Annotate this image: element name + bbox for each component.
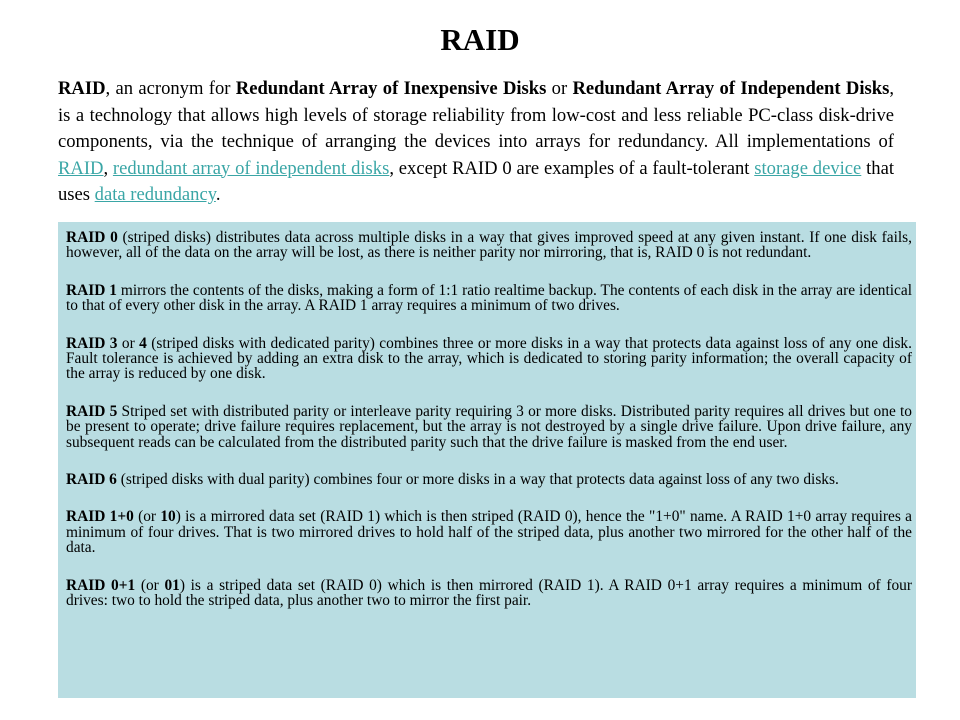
intro-term-independent: Redundant Array of Independent Disks [572,78,890,99]
level-description: mirrors the contents of the disks, making a form of 1:1 ratio realtime backup. The contents of each disk in the array are identical to that of every other disk in the array. A RAID 1 array requires a minimum of two drives. [66,281,912,315]
intro-paragraph [58,76,894,209]
level-description: (striped disks with dedicated parity) combines three or more disks in a way that protects data against loss of any one disk. Fault tolerance is achieved by adding an extra disk to the array, which is dedicated to storing parity information; the overall capacity of the array is reduced by one disk. [66,334,912,383]
level-name-alt: 01 [164,576,180,594]
level-name: RAID 5 [66,402,118,420]
level-connector: (or [133,508,161,526]
level-description: ) is a striped data set (RAID 0) which is then mirrored (RAID 1). A RAID 0+1 array requires a minimum of four drives: two to hold the striped data, plus another two to mirror the first pair. [66,576,912,610]
raid-level-0 [66,230,912,261]
link-redundant-array[interactable]: redundant array of independent disks [112,157,390,179]
level-connector: or [117,334,140,352]
level-name: RAID 3 [66,334,118,352]
level-description: ) is a mirrored data set (RAID 1) which is then striped (RAID 0), hence the "1+0" name. A RAID 1+0 array requires a minimum of four drives. That is two mirrored drives to hold half of the striped data, plus another two mirrored for the other half of the data. [66,508,912,557]
intro-term-inexpensive: Redundant Array of Inexpensive Disks [235,78,547,99]
intro-text: , is a technology that allows high levels of storage reliability from low-cost and less reliable PC-class disk-drive components, via the technique of arranging the devices into arrays for redundancy. All implementations of [58,78,894,152]
intro-text: that uses [58,157,894,205]
level-name: RAID 1 [66,281,117,299]
raid-level-3-4 [66,336,912,382]
intro-term-raid: RAID [58,78,106,99]
level-name-alt: 10 [160,508,176,526]
level-name: RAID 1+0 [66,508,134,526]
link-raid[interactable]: RAID [58,157,104,179]
intro-text: . [215,184,221,205]
level-name: RAID 0+1 [66,576,136,594]
link-storage-device[interactable]: storage device [754,157,862,179]
link-data-redundancy[interactable]: data redundancy [94,184,216,205]
intro-text: , [103,157,113,179]
raid-levels-box [58,222,916,698]
level-name: RAID 0 [66,229,118,246]
level-name-alt: 4 [139,334,147,352]
level-name: RAID 6 [66,471,117,489]
raid-level-5 [66,404,912,450]
raid-level-01 [66,578,912,609]
raid-level-10 [66,509,912,555]
level-description: (striped disks with dual parity) combines four or more disks in a way that protects data against loss of any two disks. [116,471,839,489]
slide-title: RAID [440,22,520,57]
raid-level-1 [66,283,912,314]
intro-text: , an acronym for [105,78,236,99]
intro-text: , except RAID 0 are examples of a fault-tolerant [389,157,755,179]
level-description: Striped set with distributed parity or interleave parity requiring 3 or more disks. Distributed parity requires all drives but one to be present to operate; drive failure requires replacement, but the array is not destroyed by a single drive failure. Upon drive failure, any subsequent reads can be calculated from the distributed parity such that the drive failure is masked from the end user. [66,402,912,451]
level-connector: (or [135,576,165,594]
intro-text: or [546,78,573,99]
raid-level-6 [66,472,912,487]
level-description: (striped disks) distributes data across multiple disks in a way that gives improved speed at any given instant. If one disk fails, however, all of the data on the array will be lost, as there is neither parity nor mirroring, that is, RAID 0 is not redundant. [66,229,912,262]
